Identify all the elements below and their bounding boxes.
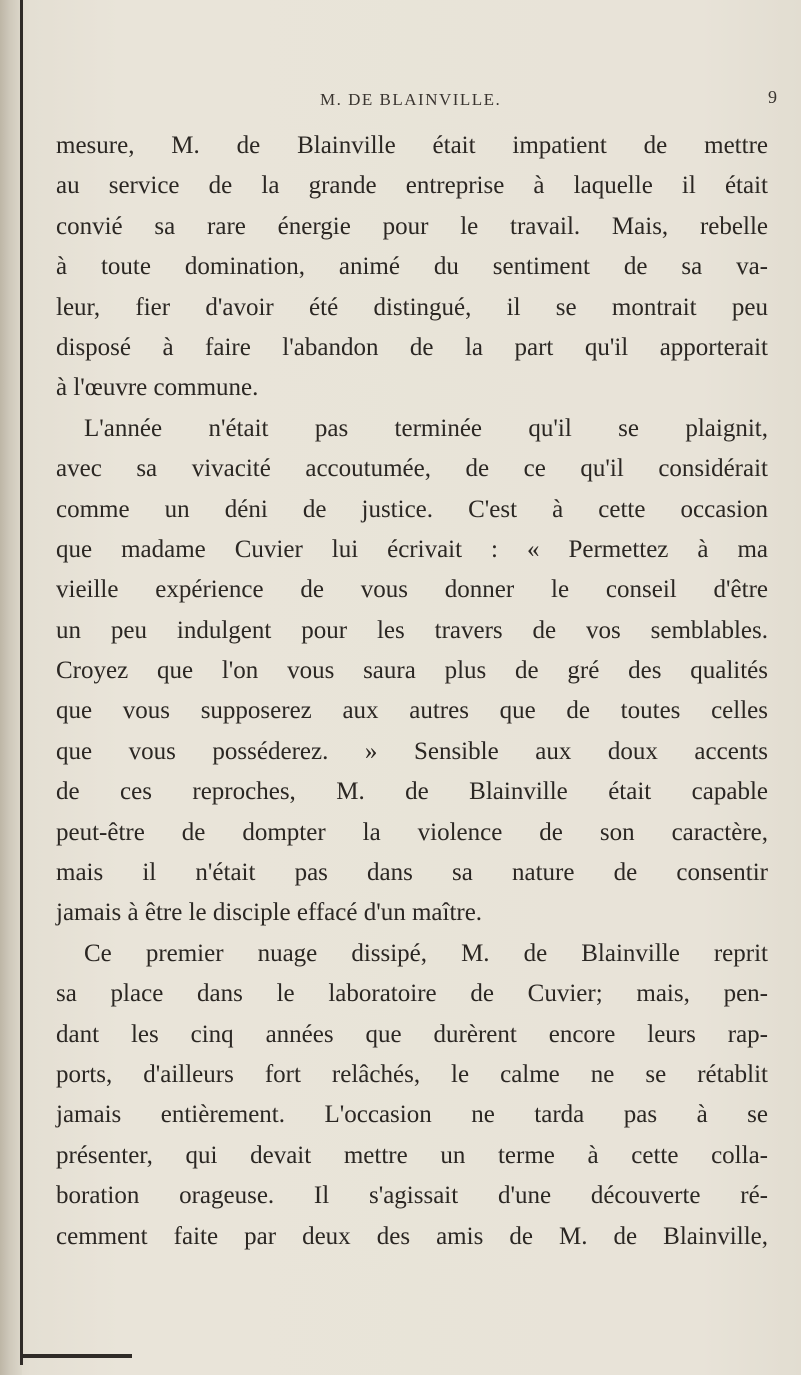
page-binding-edge [0, 0, 22, 1375]
running-head: M. DE BLAINVILLE. [320, 90, 502, 109]
text-line: comme un déni de justice. C'est à cette occasion [56, 495, 768, 523]
text-line: disposé à faire l'abandon de la part qu'il apporterait [56, 333, 768, 361]
text-line: jamais à être le disciple effacé d'un maître. [56, 899, 483, 927]
text-line: à toute domination, animé du sentiment de sa va- [56, 253, 768, 281]
text-line: dant les cinq années que durèrent encore leurs rap- [56, 1020, 768, 1048]
text-line: vieille expérience de vous donner le conseil d'être [56, 576, 768, 604]
text-line: à l'œuvre commune. [56, 374, 259, 402]
text-line: convié sa rare énergie pour le travail. Mais, rebelle [56, 212, 768, 240]
text-line: mesure, M. de Blainville était impatient de mettre [56, 132, 768, 159]
text-line: Ce premier nuage dissipé, M. de Blainville reprit [84, 939, 768, 967]
text-line: un peu indulgent pour les travers de vos semblables. [56, 616, 768, 644]
text-line: jamais entièrement. L'occasion ne tarda pas à se [56, 1101, 768, 1129]
page-bottom-mark [22, 1354, 132, 1358]
text-line: présenter, qui devait mettre un terme à cette colla- [56, 1141, 768, 1169]
text-line: leur, fier d'avoir été distingué, il se montrait peu [56, 293, 768, 321]
text-line: peut-être de dompter la violence de son caractère, [56, 818, 768, 846]
text-line: au service de la grande entreprise à laquelle il était [56, 172, 768, 200]
text-line: que madame Cuvier lui écrivait : « Permettez à ma [56, 535, 768, 563]
page-binding-line [20, 0, 23, 1365]
text-line: L'année n'était pas terminée qu'il se plaignit, [84, 414, 768, 442]
text-line: sa place dans le laboratoire de Cuvier; mais, pen- [56, 980, 768, 1008]
body-text [56, 126, 768, 1257]
text-line: que vous posséderez. » Sensible aux doux accents [56, 737, 768, 765]
text-line: cemment faite par deux des amis de M. de Blainville, [56, 1222, 768, 1250]
text-line: avec sa vivacité accoutumée, de ce qu'il considérait [56, 455, 768, 483]
text-line: Croyez que l'on vous saura plus de gré des qualités [56, 657, 768, 685]
text-line: de ces reproches, M. de Blainville était capable [56, 778, 768, 806]
text-line: que vous supposerez aux autres que de toutes celles [56, 697, 768, 725]
page-number: 9 [768, 87, 777, 107]
text-line: boration orageuse. Il s'agissait d'une découverte ré- [56, 1182, 768, 1210]
text-line: mais il n'était pas dans sa nature de consentir [56, 859, 768, 887]
text-line: ports, d'ailleurs fort relâchés, le calme ne se rétablit [56, 1060, 768, 1088]
